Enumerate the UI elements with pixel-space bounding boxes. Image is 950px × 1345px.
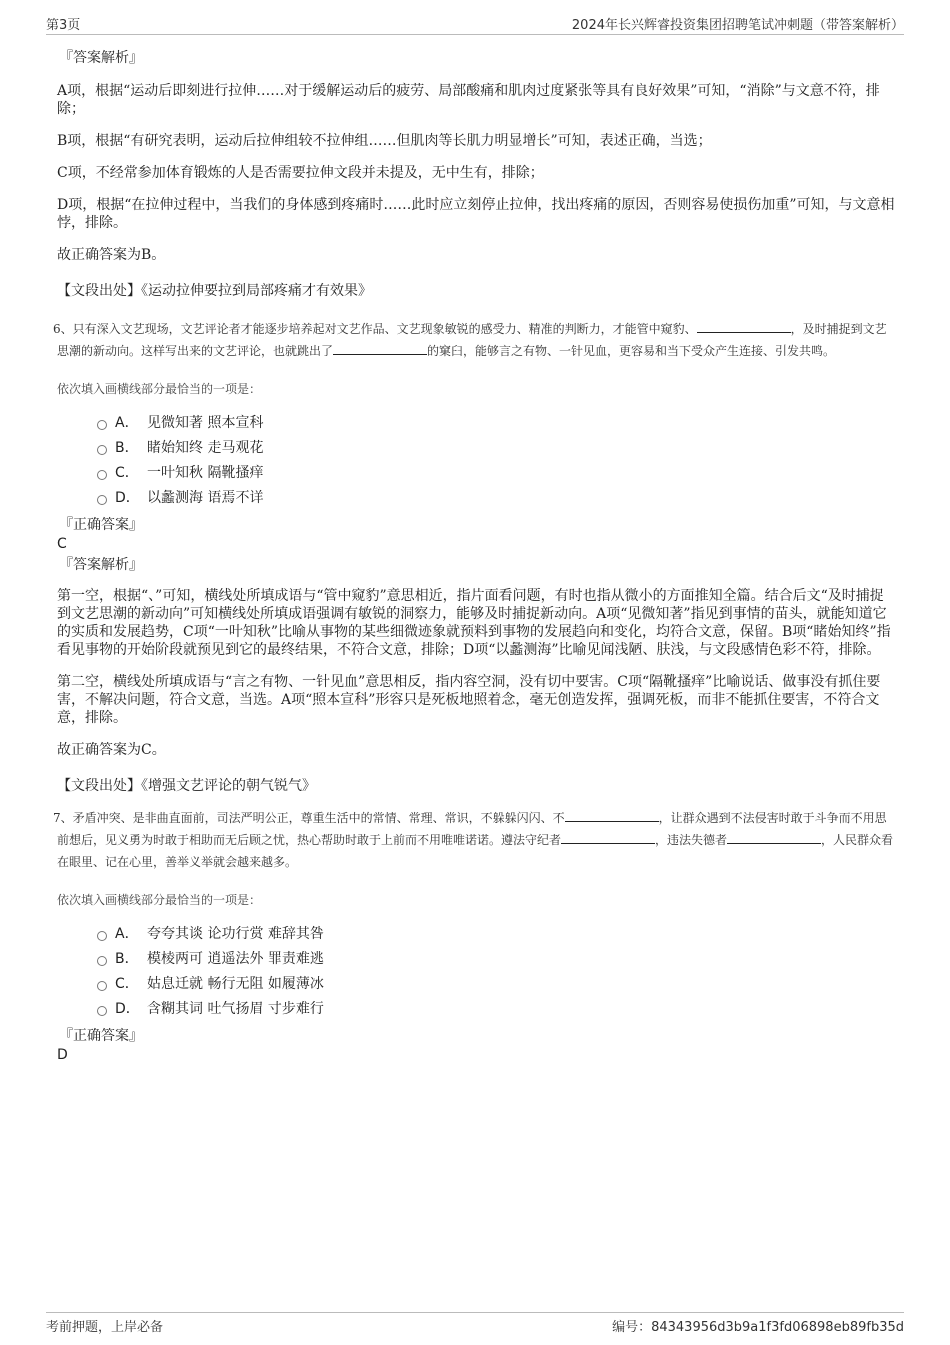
q6-correct-label: 『正确答案』 [59, 517, 143, 533]
q6-analysis-label: 『答案解析』 [59, 557, 143, 573]
radio-button[interactable] [97, 470, 107, 480]
q5-source: 【文段出处】《运动拉伸要拉到局部疼痛才有效果》 [57, 283, 372, 299]
document-title: 2024年长兴辉睿投资集团招聘笔试冲刺题（带答案解析） [571, 18, 904, 33]
q7-question: 7、矛盾冲突、是非曲直面前，司法严明公正，尊重生活中的常情、常理、常识，不躲躲闪闪、不 ，让群众遇到不法侵害时敢于斗争而不用思前想后，见义勇为时敢于相助而无后顾之忧，热心帮助时敢于上前而不用唯唯诺诺。遵法守纪者 ，违法失德者 ，人民群众看在眼里、记在心里，善举义举就会越来越多。 [53, 811, 894, 869]
blank-line [697, 320, 791, 333]
blank-line [727, 831, 821, 844]
blank-line [561, 831, 655, 844]
q7-options [57, 922, 897, 1022]
radio-button[interactable] [97, 445, 107, 455]
page-number: 第3页 [46, 18, 81, 33]
radio-button[interactable] [97, 931, 107, 941]
blank-line [565, 809, 659, 822]
q6-analysis-para-2: 第二空，横线处所填成语与“言之有物、一针见血”意思相反，指内容空洞，没有切中要害。C项“隔靴搔痒”比喻说话、做事没有抓住要害，不解决问题，符合文意，当选。A项“照本宣科”形容只是死板地照着念，毫无创造发挥，强调死板，而非不能抓住要害，不符合文意，排除。 [57, 674, 881, 726]
radio-button[interactable] [97, 495, 107, 505]
q6-option-d[interactable]: D． 以蠡测海 语焉不详 [97, 486, 897, 511]
q6-source: 【文段出处】《增强文艺评论的朝气锐气》 [57, 778, 316, 794]
q6-instruction: 依次填入画横线部分最恰当的一项是： [57, 382, 262, 396]
q6-conclusion: 故正确答案为C。 [57, 742, 166, 758]
q7-option-d[interactable]: D． 含糊其词 吐气扬眉 寸步难行 [97, 997, 897, 1022]
radio-button[interactable] [97, 956, 107, 966]
document-id: 编号：84343956d3b9a1f3fd06898eb89fb35d [612, 1320, 904, 1335]
q5-analysis-para-b: B项，根据“有研究表明，运动后拉伸组较不拉伸组……但肌肉等长肌力明显增长”可知，表述正确，当选； [57, 133, 712, 149]
q7-option-c[interactable]: C． 姑息迁就 畅行无阻 如履薄冰 [97, 972, 897, 997]
q7-correct-answer: D [57, 1047, 68, 1063]
q6-option-a[interactable]: A． 见微知著 照本宣科 [97, 411, 897, 436]
q6-analysis-para-1: 第一空，根据“、”可知，横线处所填成语与“管中窥豹”意思相近，指片面看问题，有时也指从微小的方面推知全篇。结合后文“及时捕捉到文艺思潮的新动向”可知横线处所填成语强调有敏锐的洞察力，能够及时捕捉新动向。A项“见微知著”指见到事情的苗头，就能知道它的实质和发展趋势，C项“一叶知秋”比喻从事物的某些细微迹象就预料到事物的发展趋向和变化，均符合文意，保留。B项“睹始知终”指看见事物的开始阶段就预见到它的最终结果，不符合文意，排除；D项“以蠡测海”比喻见闻浅陋、肤浅，与文段感情色彩不符，排除。 [57, 588, 891, 658]
q6-option-b[interactable]: B． 睹始知终 走马观花 [97, 436, 897, 461]
q7-correct-label: 『正确答案』 [59, 1028, 143, 1044]
q6-option-c[interactable]: C． 一叶知秋 隔靴搔痒 [97, 461, 897, 486]
page-header [46, 12, 904, 35]
q5-conclusion: 故正确答案为B。 [57, 247, 166, 263]
radio-button[interactable] [97, 1006, 107, 1016]
radio-button[interactable] [97, 981, 107, 991]
q7-option-b[interactable]: B． 模棱两可 逍遥法外 罪责难逃 [97, 947, 897, 972]
radio-button[interactable] [97, 420, 107, 430]
q5-analysis-para-d: D项，根据“在拉伸过程中，当我们的身体感到疼痛时……此时应立刻停止拉伸，找出疼痛的原因，否则容易使损伤加重”可知，与文意相悖，排除。 [57, 197, 895, 231]
q7-option-a[interactable]: A． 夸夸其谈 论功行赏 难辞其咎 [97, 922, 897, 947]
q5-analysis-para-c: C项，不经常参加体育锻炼的人是否需要拉伸文段并未提及，无中生有，排除； [57, 165, 544, 181]
q6-correct-answer: C [57, 536, 67, 552]
page-content [53, 46, 897, 1064]
q5-analysis-para-a: A项，根据“运动后即刻进行拉伸……对于缓解运动后的疲劳、局部酸痛和肌肉过度紧张等具有良好效果”可知，“消除”与文意不符，排除； [57, 83, 880, 117]
q7-instruction: 依次填入画横线部分最恰当的一项是： [57, 893, 262, 907]
q6-options [57, 411, 897, 511]
page-footer [46, 1312, 904, 1335]
q6-question: 6、只有深入文艺现场，文艺评论者才能逐步培养起对文艺作品、文艺现象敏锐的感受力、精准的判断力，才能管中窥豹、 ，及时捕捉到文艺思潮的新动向。这样写出来的文艺评论，也就跳出了 的窠臼，能够言之有物、一针见血，更容易和当下受众产生连接、引发共鸣。 [53, 322, 887, 358]
footer-slogan: 考前押题，上岸必备 [46, 1320, 164, 1335]
blank-line [333, 342, 427, 355]
q5-analysis-label: 『答案解析』 [59, 50, 143, 66]
